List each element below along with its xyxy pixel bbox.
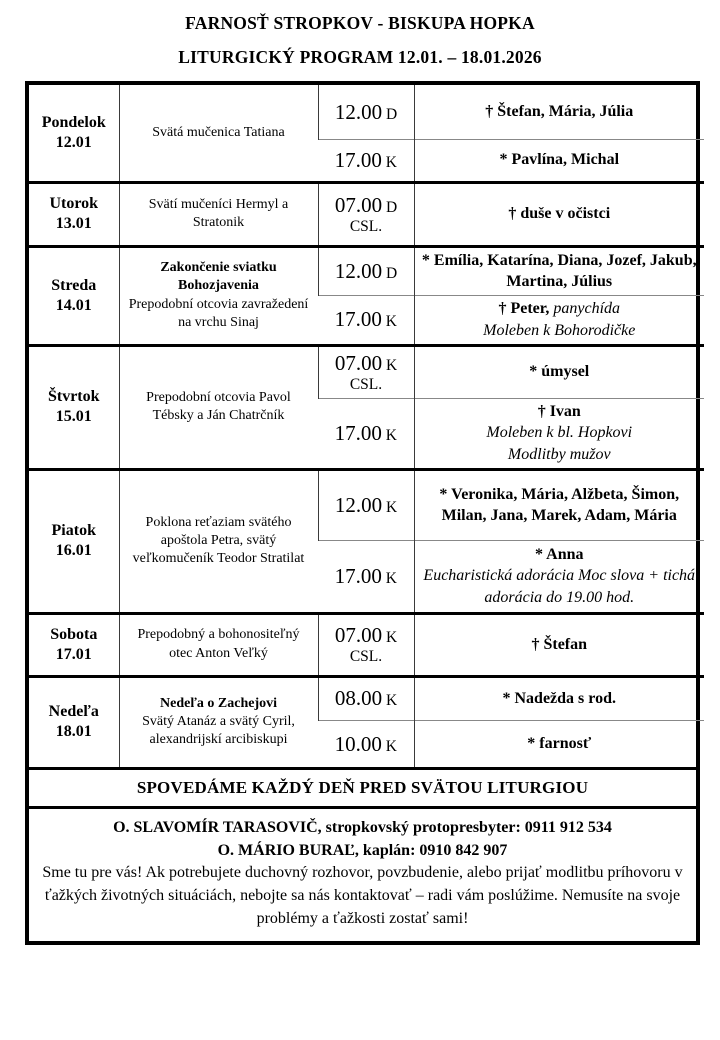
intention-line [420,149,700,170]
time-value: 12.00 [334,492,383,517]
rite-letter: K [381,737,397,755]
day-date: 14.01 [55,296,92,314]
time-value: 17.00 [334,147,382,172]
intention-line [420,401,700,422]
time-cell [318,720,414,767]
intention-text: * úmysel [529,363,590,381]
time-line [324,623,409,647]
time-cell [318,613,414,676]
time-line [323,421,409,445]
feast-text: Svätý Atanáz a svätý Cyril, alexandrijskí arcibiskupi [142,714,295,748]
liturgy-language-note: CSL. [349,375,383,393]
liturgy-language-note: CSL. [349,648,383,666]
feast-cell [119,613,318,676]
feast-text: Poklona reťaziam svätého apoštola Petra, svätý veľkomučeník Teodor Stratilat [132,514,305,567]
day-name: Utorok [49,195,99,212]
day-date: 15.01 [55,408,92,425]
time-value: 10.00 [334,731,382,756]
liturgy-language-note: CSL. [349,217,383,235]
intention-cell [414,720,704,767]
intention-line [420,320,700,341]
feast-cell [119,345,318,469]
time-value: 17.00 [334,307,382,332]
liturgy-schedule-table [29,85,704,767]
day-name: Streda [51,276,97,294]
time-line [324,493,409,517]
rite-letter: K [382,629,398,647]
intention-line [420,444,700,465]
time-line [324,351,409,375]
page-header [0,0,720,68]
intention-cell [414,469,704,540]
feast-text: Nedeľa o Zachejovi [160,695,277,711]
rite-letter: D [382,198,398,216]
feast-cell [119,85,318,182]
intention-text: † Ivan [537,403,581,421]
day-name: Štvrtok [47,388,100,405]
rite-letter: K [381,313,397,331]
day-name: Nedeľa [48,703,99,721]
day-date: 12.01 [55,133,92,151]
time-value: 08.00 [334,686,383,711]
feast-cell [119,676,318,767]
service-row [29,613,704,676]
intention-text: * Pavlína, Michal [499,151,620,169]
intention-line [420,565,700,607]
time-cell [318,139,414,182]
time-line [324,193,409,217]
time-value: 07.00 [334,623,383,648]
intention-text: * Veronika, Mária, Alžbeta, Šimon, Milan, Jana, Marek, Adam, Mária [439,485,680,524]
rite-letter: K [382,498,398,516]
intention-text: Eucharistická adorácia Moc slova + tichá adorácia do 19.00 hod. [423,567,696,606]
intention-line [420,250,700,292]
intention-line [420,688,700,709]
time-value: 12.00 [334,99,383,124]
day-cell [29,613,119,676]
intention-text: Moleben k Bohorodičke [483,321,636,339]
feast-text: Svätí mučeníci Hermyl a Stratonik [148,196,289,230]
intention-line [420,422,700,443]
intention-text: Modlitby mužov [507,445,611,463]
time-line [323,307,409,331]
time-cell [318,85,414,139]
intention-text: * Anna [535,546,584,564]
program-subtitle: LITURGICKÝ PROGRAM 12.01. – 18.01.2026 [178,47,542,67]
time-line [324,259,409,283]
feast-cell [119,469,318,613]
service-row [29,676,704,720]
priest-contact-2: O. MÁRIO BURAĽ, kaplán: 0910 842 907 [217,841,508,859]
service-row [29,85,704,139]
intention-cell [414,398,704,469]
intention-line [420,544,700,565]
feast-text: Svätá mučenica Tatiana [152,124,285,140]
rite-letter: D [382,105,398,123]
rite-letter: K [381,153,397,171]
time-value: 07.00 [334,192,383,217]
time-line [323,564,409,588]
intention-line [420,733,700,754]
day-cell [29,345,119,469]
parish-title: FARNOSŤ STROPKOV - BISKUPA HOPKA [185,13,535,33]
feast-text: Prepodobný a bohonositeľný otec Anton Veľký [137,627,300,661]
intention-line [420,361,700,382]
confession-notice: SPOVEDÁME KAŽDÝ DEŇ PRED SVÄTOU LITURGIOU [29,767,696,806]
intention-text: † Peter, [498,300,550,318]
day-name: Sobota [50,625,98,643]
rite-letter: K [382,692,398,710]
intention-line [420,298,700,319]
time-cell [318,469,414,540]
time-line [324,686,409,710]
rite-letter: K [382,356,398,374]
service-row [29,469,704,540]
liturgy-schedule-body [29,85,704,767]
day-cell [29,469,119,613]
time-value: 17.00 [334,563,382,588]
intention-text: * farnosť [527,735,592,753]
intention-text: † Štefan, Mária, Júlia [485,103,634,121]
service-row [29,182,704,246]
intention-cell [414,295,704,345]
intention-cell [414,246,704,295]
time-line [323,732,409,756]
intention-line [420,101,700,122]
service-row [29,345,704,398]
time-cell [318,182,414,246]
day-cell [29,676,119,767]
service-row [29,246,704,295]
feast-text: Zakončenie sviatku Bohozjavenia [160,260,277,294]
intention-text: Moleben k bl. Hopkovi [486,424,633,442]
intention-cell [414,540,704,613]
intention-text: * Nadežda s rod. [502,689,616,707]
intention-cell [414,676,704,720]
time-value: 12.00 [334,258,383,283]
time-cell [318,398,414,469]
intention-text: † duše v očistci [508,205,611,223]
feast-cell [119,246,318,345]
feast-text: Prepodobní otcovia Pavol Tébsky a Ján Chatrčník [146,389,291,423]
rite-letter: K [381,426,397,444]
intention-cell [414,139,704,182]
time-line [323,148,409,172]
time-cell [318,345,414,398]
intention-cell [414,613,704,676]
time-value: 17.00 [334,420,382,445]
time-cell [318,246,414,295]
intention-text: * Emília, Katarína, Diana, Jozef, Jakub, Martina, Július [421,251,697,290]
time-cell [318,540,414,613]
day-cell [29,85,119,182]
rite-letter: K [381,569,397,587]
time-cell [318,295,414,345]
pastoral-message: Sme tu pre vás! Ak potrebujete duchovný rozhovor, povzbudenie, alebo prijať modlitbu príhovoru v ťažkých životných situáciách, nebojte sa nás kontaktovať – radi vám poslúžime. Nemusíte na svoje problémy a ťažkosti zostať sami! [42,864,683,927]
time-line [324,100,409,124]
intention-cell [414,182,704,246]
day-name: Pondelok [41,113,106,131]
rite-letter: D [382,264,398,282]
intention-line [420,484,700,526]
intention-cell [414,85,704,139]
intention-text: panychída [549,300,621,318]
priest-contact-1: O. SLAVOMÍR TARASOVIČ, stropkovský protopresbyter: 0911 912 534 [113,819,612,836]
time-cell [318,676,414,720]
day-cell [29,246,119,345]
day-date: 16.01 [55,542,92,559]
intention-text: † Štefan [531,635,588,653]
intention-line [420,203,700,224]
contact-block [29,806,696,941]
day-date: 13.01 [55,215,92,232]
feast-cell [119,182,318,246]
day-date: 17.01 [55,645,92,663]
day-name: Piatok [51,522,96,539]
day-date: 18.01 [55,723,92,741]
intention-line [420,634,700,655]
feast-text: Prepodobní otcovia zavražedení na vrchu Sinaj [128,296,309,330]
program-document [25,81,700,945]
day-cell [29,182,119,246]
intention-cell [414,345,704,398]
time-value: 07.00 [334,350,383,375]
